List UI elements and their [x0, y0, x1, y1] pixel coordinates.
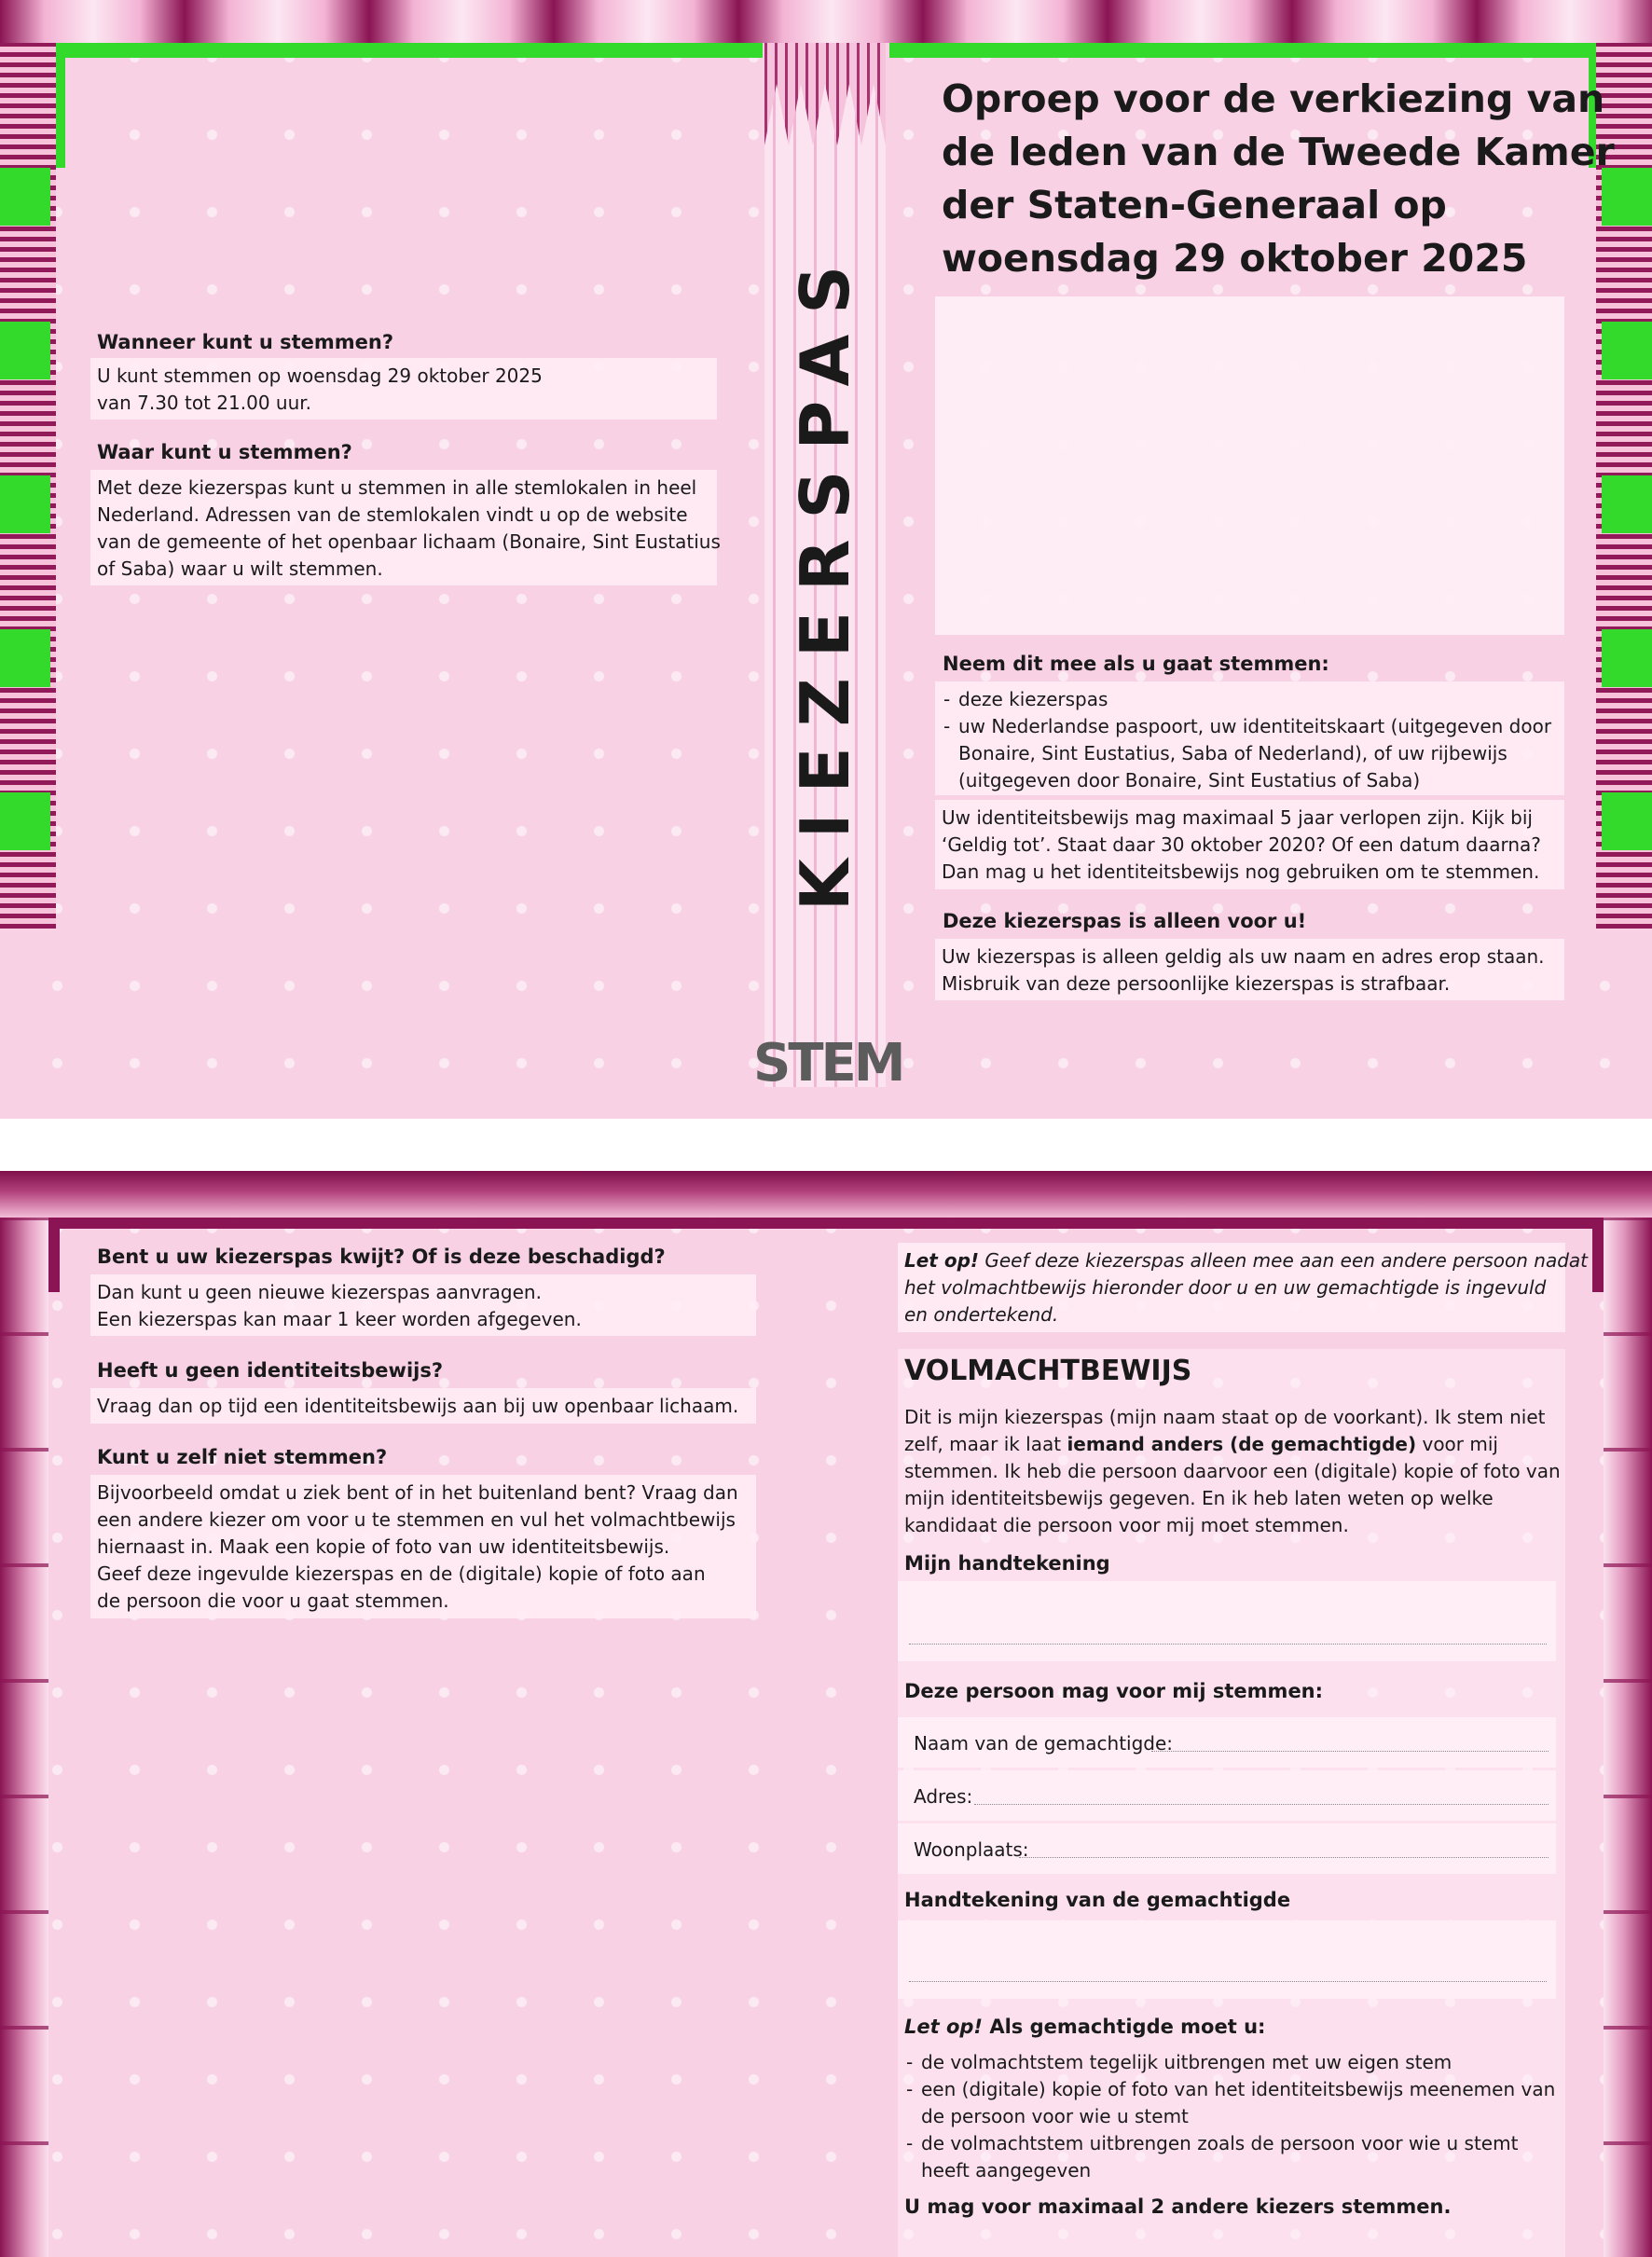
- text-line: mijn identiteitsbewijs gegeven. En ik heb laten weten op welke: [904, 1487, 1494, 1509]
- text-line: uw Nederlandse paspoort, uw identiteitskaart (uitgegeven door: [958, 715, 1552, 737]
- cannot-vote-heading: Kunt u zelf niet stemmen?: [97, 1446, 388, 1468]
- no-id-heading: Heeft u geen identiteitsbewijs?: [97, 1359, 444, 1382]
- duties-items: [904, 2130, 1559, 2157]
- where-text: [90, 470, 721, 585]
- lost-text: [90, 1274, 756, 1336]
- green-block: [1602, 792, 1652, 850]
- text-span: zelf, maar ik laat: [904, 1433, 1067, 1455]
- text-line: Een kiezerspas kan maar 1 keer worden afgegeven.: [97, 1308, 582, 1330]
- green-block: [0, 629, 50, 687]
- text-line: [904, 1431, 1559, 1458]
- green-block: [0, 322, 50, 379]
- proxy-address-field[interactable]: [898, 1770, 1556, 1821]
- text-line: kandidaat die persoon voor mij moet stemmen.: [904, 1514, 1349, 1536]
- page-title: [942, 73, 1615, 285]
- duties-heading: [904, 2016, 1265, 2038]
- warning-lead: Let op!: [904, 1249, 980, 1272]
- fill-line: [1151, 1751, 1549, 1752]
- text-line: Vraag dan op tijd een identiteitsbewijs aan bij uw openbaar lichaam.: [97, 1395, 739, 1417]
- when-text: [90, 358, 717, 420]
- title-line: der Staten-Generaal op: [942, 183, 1447, 227]
- field-label: Woonplaats:: [914, 1838, 1029, 1861]
- list-item: - de volmachtstem tegelijk uitbrengen met uw eigen stem: [904, 2049, 1559, 2076]
- text-line: heeft aangegeven: [921, 2159, 1092, 2181]
- left-border: [0, 1218, 48, 2257]
- only-you-heading: Deze kiezerspas is alleen voor u!: [943, 910, 1307, 932]
- text-span: voor mij: [1416, 1433, 1498, 1455]
- text-span-bold: iemand anders (de gemachtigde): [1067, 1433, 1417, 1455]
- text-line: Met deze kiezerspas kunt u stemmen in alle stemlokalen in heel: [97, 476, 697, 499]
- field-label: Adres:: [914, 1785, 973, 1808]
- text-line: en ondertekend.: [904, 1303, 1059, 1326]
- bring-heading: Neem dit mee als u gaat stemmen:: [943, 653, 1329, 675]
- right-border: [1604, 1218, 1652, 2257]
- title-line: de leden van de Tweede Kamer: [942, 130, 1615, 174]
- text-line: Geef deze ingevulde kiezerspas en de (digitale) kopie of foto aan: [97, 1562, 706, 1585]
- where-heading: Waar kunt u stemmen?: [97, 441, 352, 463]
- text-line: van de gemeente of het openbaar lichaam (Bonaire, Sint Eustatius: [97, 530, 721, 553]
- proxy-heading: VOLMACHTBEWIJS: [904, 1355, 1192, 1387]
- green-block: [1602, 475, 1652, 533]
- top-border: [0, 0, 1652, 43]
- proxy-signature-label: Handtekening van de gemachtigde: [904, 1889, 1291, 1911]
- text-line: Dit is mijn kiezerspas (mijn naam staat op de voorkant). Ik stem niet: [904, 1406, 1546, 1428]
- text-line: Uw identiteitsbewijs mag maximaal 5 jaar verlopen zijn. Kijk bij: [942, 806, 1533, 829]
- green-block: [0, 792, 50, 850]
- proxy-signature-field[interactable]: [898, 1920, 1556, 1999]
- text-line: ‘Geldig tot’. Staat daar 30 oktober 2020? Of een datum daarna?: [942, 833, 1541, 856]
- text-line: Misbruik van deze persoonlijke kiezerspas is strafbaar.: [942, 972, 1451, 995]
- text-line: hiernaast in. Maak een kopie of foto van uw identiteitsbewijs.: [97, 1535, 670, 1558]
- green-block: [0, 168, 50, 226]
- list-item: [942, 713, 1558, 740]
- field-label: Naam van de gemachtigde:: [914, 1732, 1174, 1755]
- purple-frame-left: [48, 1218, 60, 1292]
- purple-frame-right: [1592, 1218, 1604, 1292]
- proxy-text: [898, 1399, 1565, 1545]
- only-you-text: [935, 939, 1564, 1000]
- stem-logo: STEM: [753, 1033, 903, 1094]
- front-side: [0, 0, 1652, 1119]
- signature-line: [909, 1644, 1547, 1645]
- address-area: [935, 296, 1564, 635]
- lost-heading: Bent u uw kiezerspas kwijt? Of is deze beschadigd?: [97, 1245, 666, 1268]
- validity-text: [935, 800, 1564, 889]
- signature-line: [909, 1981, 1547, 1982]
- fill-line: [974, 1804, 1549, 1805]
- max-proxy-note: U mag voor maximaal 2 andere kiezers stemmen.: [904, 2195, 1452, 2218]
- green-frame-top-left: [50, 43, 763, 58]
- kiezerspas-title: KIEZERSPAS: [786, 244, 864, 912]
- no-id-text: [90, 1388, 756, 1424]
- duties-list: [898, 2044, 1565, 2218]
- green-block: [0, 475, 50, 533]
- list-item: - een (digitale) kopie of foto van het identiteitsbewijs meenemen van: [904, 2076, 1559, 2103]
- text-line: van 7.30 tot 21.00 uur.: [97, 392, 311, 414]
- duties-items: [904, 2049, 1559, 2103]
- bring-items: [942, 686, 1558, 740]
- my-signature-label: Mijn handtekening: [904, 1552, 1110, 1575]
- text-line: de persoon die voor u gaat stemmen.: [97, 1590, 449, 1612]
- green-block: [1602, 322, 1652, 379]
- text-line: (uitgegeven door Bonaire, Sint Eustatius of Saba): [958, 769, 1421, 791]
- text-line: het volmachtbewijs hieronder door u en uw gemachtigde is ingevuld: [904, 1276, 1547, 1299]
- green-block: [1602, 629, 1652, 687]
- list-item: - de volmachtstem uitbrengen zoals de persoon voor wie u stemt: [904, 2130, 1559, 2157]
- text-line: [904, 1247, 1588, 1274]
- text-line: een andere kiezer om voor u te stemmen en vul het volmachtbewijs: [97, 1508, 736, 1531]
- text-line: of Saba) waar u wilt stemmen.: [97, 557, 383, 580]
- proxy-city-field[interactable]: [898, 1823, 1556, 1874]
- when-heading: Wanneer kunt u stemmen?: [97, 331, 394, 353]
- my-signature-field[interactable]: [898, 1581, 1556, 1661]
- text-line: Uw kiezerspas is alleen geldig als uw naam en adres erop staan.: [942, 945, 1545, 968]
- text-line: Dan kunt u geen nieuwe kiezerspas aanvragen.: [97, 1281, 542, 1303]
- purple-frame-top: [48, 1218, 1604, 1229]
- text-span: Geef deze kiezerspas alleen mee aan een andere persoon nadat: [979, 1249, 1588, 1272]
- text-span: Als gemachtigde moet u:: [983, 2016, 1266, 2038]
- may-vote-label: Deze persoon mag voor mij stemmen:: [904, 1680, 1324, 1702]
- title-line: woensdag 29 oktober 2025: [942, 236, 1528, 281]
- text-line: de persoon voor wie u stemt: [921, 2105, 1189, 2127]
- cannot-vote-text: [90, 1475, 756, 1618]
- top-border: [0, 1171, 1652, 1218]
- bring-list: [935, 681, 1564, 795]
- warning-text: [898, 1243, 1588, 1332]
- text-line: Bonaire, Sint Eustatius, Saba of Nederland), of uw rijbewijs: [958, 742, 1507, 764]
- duties-lead: Let op!: [904, 2016, 984, 2038]
- title-line: Oproep voor de verkiezing van: [942, 76, 1605, 121]
- green-frame-top-right: [889, 43, 1604, 58]
- text-line: U kunt stemmen op woensdag 29 oktober 2025: [97, 365, 543, 387]
- text-line: Dan mag u het identiteitsbewijs nog gebruiken om te stemmen.: [942, 860, 1540, 883]
- back-side: [0, 1171, 1652, 2257]
- text-line: stemmen. Ik heb die persoon daarvoor een (digitale) kopie of foto van: [904, 1460, 1561, 1482]
- proxy-name-field[interactable]: [898, 1717, 1556, 1768]
- text-line: Nederland. Adressen van de stemlokalen vindt u op de website: [97, 503, 688, 526]
- fill-line: [1019, 1857, 1549, 1858]
- list-item: - deze kiezerspas: [942, 686, 1558, 713]
- text-line: Bijvoorbeeld omdat u ziek bent of in het buitenland bent? Vraag dan: [97, 1481, 738, 1504]
